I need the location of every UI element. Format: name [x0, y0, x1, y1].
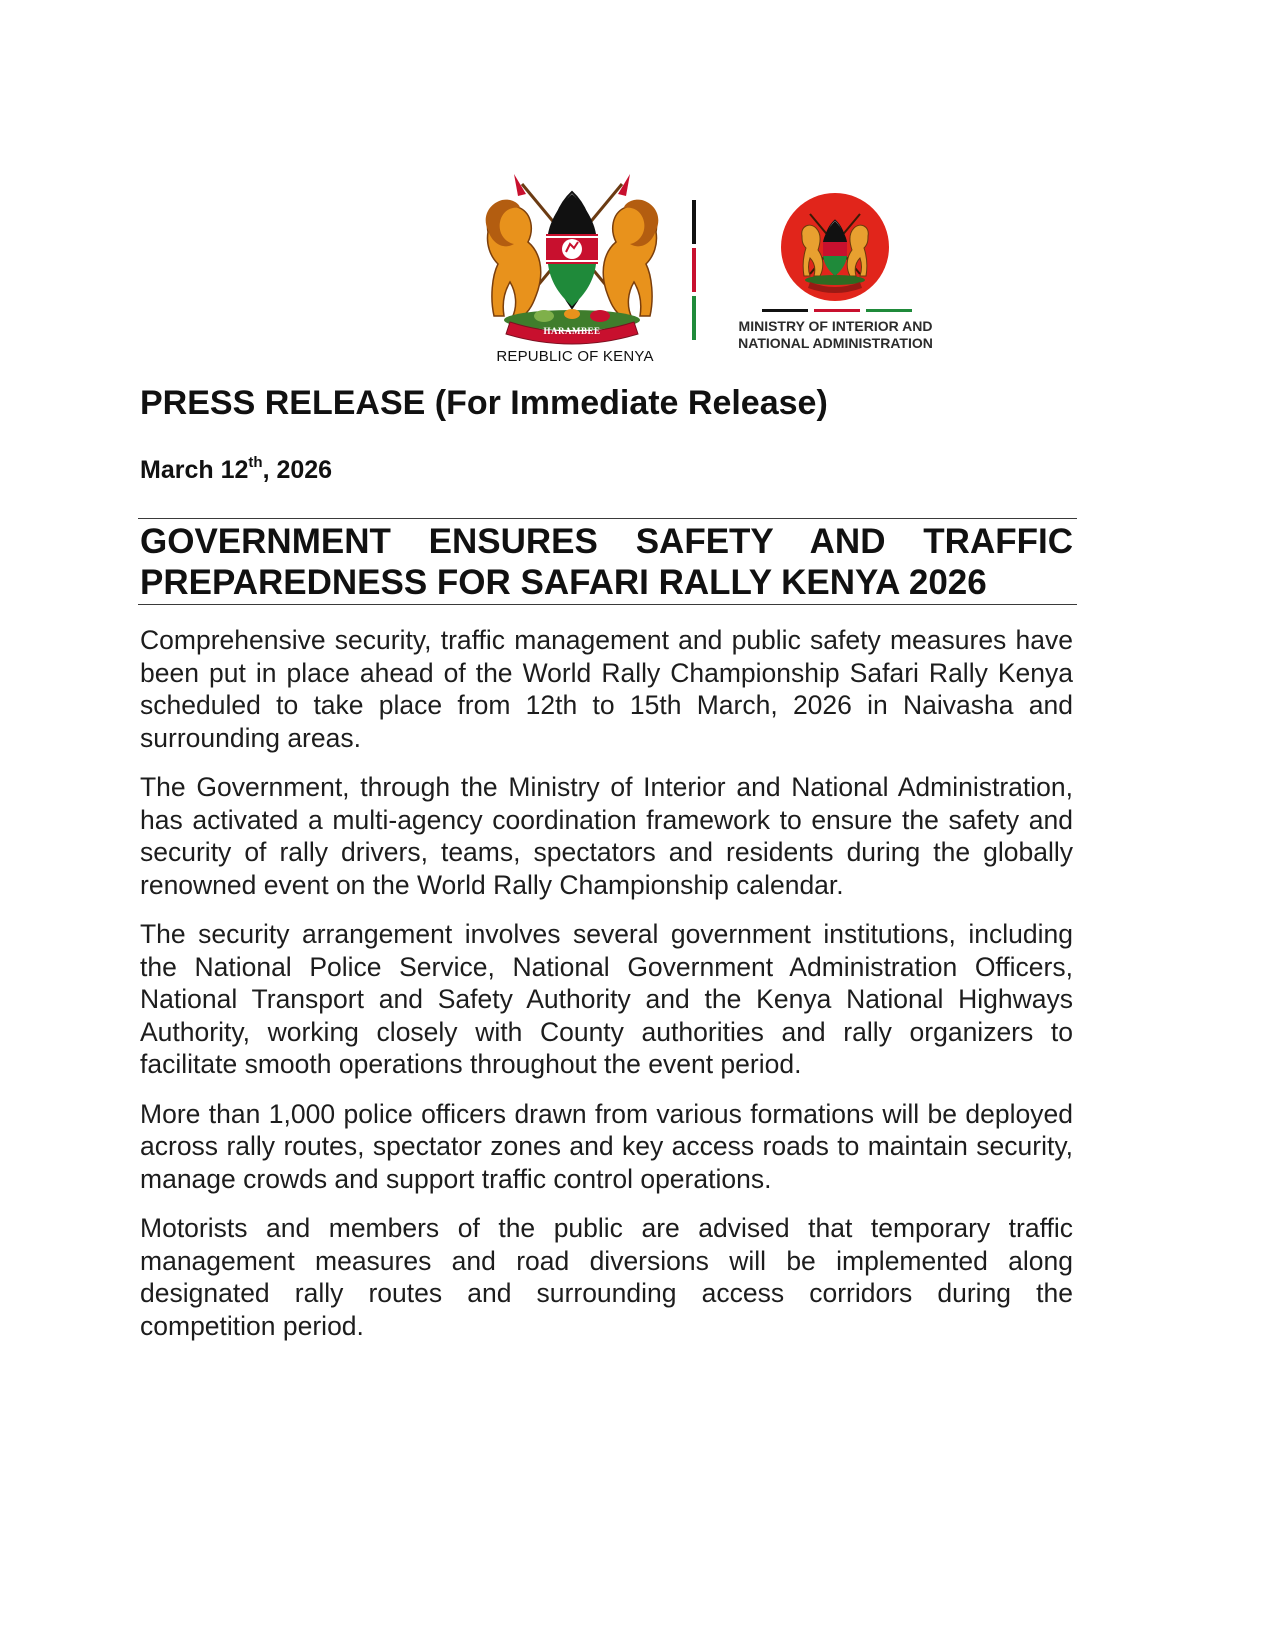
ministry-caption [708, 318, 963, 352]
ministry-flag-stripes [762, 309, 912, 313]
divider-red-bar [692, 248, 696, 292]
paragraph-3: The security arrangement involves several government institutions, including the National Police Service, National Government Administration Officers, National Transport and Safety Authority and the Kenya National Highways Authority, working closely with County authorities and rally organizers to facilitate smooth operations throughout the event period. [140, 919, 1073, 1079]
press-release-title: PRESS RELEASE (For Immediate Release) [140, 384, 828, 422]
body-text [140, 624, 1073, 1359]
paragraph-5: Motorists and members of the public are advised that temporary traffic management measures and road diversions will be implemented along designated rally routes and surrounding access corridors during the competition period. [140, 1213, 1073, 1341]
date-suffix: , 2026 [262, 456, 333, 484]
logo-header [470, 172, 950, 372]
divider-black-bar [692, 200, 696, 244]
divider-green-bar [692, 296, 696, 340]
stripe-green [866, 309, 912, 312]
date-prefix: March 12 [140, 456, 249, 484]
ministry-caption-line1: MINISTRY OF INTERIOR AND [738, 318, 933, 334]
paragraph-4: More than 1,000 police officers drawn from various formations will be deployed across rally routes, spectator zones and key access roads to maintain security, manage crowds and support traffic control operations. [140, 1098, 1073, 1194]
paragraph-2: The Government, through the Ministry of Interior and National Administration, has activated a multi-agency coordination framework to ensure the safety and security of rally drivers, teams, spectators and residents during the globally renowned event on the World Rally Championship calendar. [140, 772, 1073, 900]
release-date [140, 455, 1073, 485]
coat-motto: HARAMBEE [543, 326, 601, 336]
headline-bottom-rule [138, 604, 1077, 605]
flag-divider [692, 200, 697, 340]
republic-caption: REPUBLIC OF KENYA [496, 348, 654, 365]
paragraph-1: Comprehensive security, traffic management and public safety measures have been put in place ahead of the World Rally Championship Safari Rally Kenya scheduled to take place from 12th to 15th March, 2026 in Naivasha and surrounding areas. [140, 625, 1073, 753]
kenya-coat-of-arms-icon [474, 172, 670, 368]
stripe-red [814, 309, 860, 312]
ministry-logo-icon [780, 192, 890, 302]
stripe-black [762, 309, 808, 312]
headline-top-rule [138, 518, 1077, 519]
headline: GOVERNMENT ENSURES SAFETY AND TRAFFIC PREPAREDNESS FOR SAFARI RALLY KENYA 2026 [140, 522, 1073, 602]
date-superscript: th [248, 453, 263, 471]
ministry-caption-line2: NATIONAL ADMINISTRATION [738, 335, 933, 351]
